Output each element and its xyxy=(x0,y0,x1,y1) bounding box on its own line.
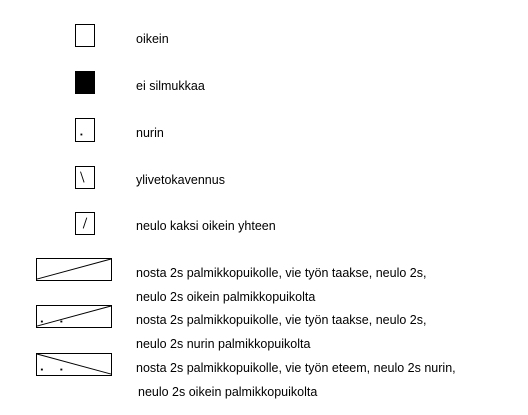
legend-label-cable-front-purl-2: neulo 2s oikein palmikkopuikolta xyxy=(138,385,318,399)
symbol-cable-back-purl-icon xyxy=(36,305,112,328)
legend-label-cable-front-purl-1: nosta 2s palmikkopuikolle, vie työn eteem, neulo 2s nurin, xyxy=(136,361,456,375)
symbol-cable-front-purl-icon xyxy=(36,353,112,376)
symbol-knit-icon xyxy=(75,24,95,47)
legend-label-cable-back-purl-2: neulo 2s nurin palmikkopuikolta xyxy=(136,337,311,351)
symbol-no-stitch-icon xyxy=(75,71,95,94)
symbol-purl-icon xyxy=(75,118,95,142)
legend-label-cable-back-purl-1: nosta 2s palmikkopuikolle, vie työn taakse, neulo 2s, xyxy=(136,313,427,327)
legend-label-knit: oikein xyxy=(136,32,169,46)
symbol-k2tog-icon xyxy=(75,212,95,235)
diagonal-rising-icon xyxy=(37,259,111,280)
diagonal-falling-dots-icon xyxy=(37,354,111,375)
symbol-ssk-icon xyxy=(75,166,95,189)
legend-label-no-stitch: ei silmukkaa xyxy=(136,79,205,93)
diagonal-rising-dots-icon xyxy=(37,306,111,327)
legend-label-cable-back-knit-2: neulo 2s oikein palmikkopuikolta xyxy=(136,290,316,304)
legend-label-cable-back-knit-1: nosta 2s palmikkopuikolle, vie työn taakse, neulo 2s, xyxy=(136,266,427,280)
legend-label-k2tog: neulo kaksi oikein yhteen xyxy=(136,219,276,233)
dot-icon xyxy=(76,119,94,141)
symbol-cable-back-knit-icon xyxy=(36,258,112,281)
legend-label-purl: nurin xyxy=(136,126,164,140)
slash-icon xyxy=(76,213,94,234)
backslash-icon xyxy=(76,167,94,188)
legend-label-ssk: ylivetokavennus xyxy=(136,173,225,187)
